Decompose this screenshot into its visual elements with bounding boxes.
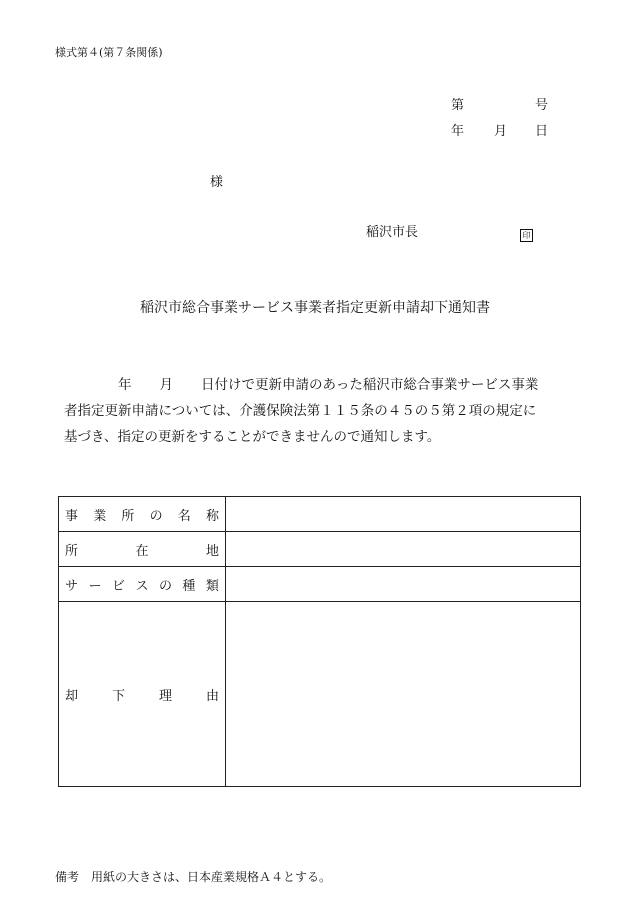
- label-service-type: サ ー ビ ス の 種 類: [59, 567, 226, 602]
- table-row: [59, 567, 581, 602]
- table-row: [59, 497, 581, 532]
- sender-name: 稲沢市長: [366, 225, 419, 240]
- label-office-name: 事 業 所 の 名 称: [59, 497, 226, 532]
- table-row: [59, 532, 581, 567]
- notice-body: [64, 372, 564, 450]
- document-number-suffix: 号: [535, 98, 549, 113]
- seal-char: 印: [520, 229, 533, 242]
- document-number-prefix: 第: [451, 98, 465, 113]
- remarks-note: 備考 用紙の大きさは、日本産業規格Ａ４とする。: [55, 870, 332, 884]
- body-line1: 日付けで更新申請のあった稲沢市総合事業サービス事業: [201, 377, 539, 393]
- date-year: 年: [451, 124, 465, 139]
- info-table: [58, 496, 581, 787]
- value-service-type[interactable]: [226, 567, 581, 602]
- seal-icon: [520, 223, 533, 242]
- body-year: 年: [118, 377, 132, 393]
- table-row: [59, 602, 581, 787]
- form-number-label: 様式第４(第７条関係): [55, 46, 163, 59]
- date-month: 月: [494, 124, 508, 139]
- addressee-suffix: 様: [210, 175, 224, 190]
- label-location: 所 在 地: [59, 532, 226, 567]
- body-line3: 基づき、指定の更新をすることができませんので通知します。: [64, 429, 441, 445]
- body-month: 月: [159, 377, 173, 393]
- date-day: 日: [535, 124, 549, 139]
- label-rejection-reason: 却 下 理 由: [59, 602, 226, 787]
- document-title: 稲沢市総合事業サービス事業者指定更新申請却下通知書: [140, 300, 490, 316]
- body-line2: 者指定更新申請については、介護保険法第１１５条の４５の５第２項の規定に: [64, 403, 537, 419]
- value-rejection-reason[interactable]: [226, 602, 581, 787]
- value-office-name[interactable]: [226, 497, 581, 532]
- value-location[interactable]: [226, 532, 581, 567]
